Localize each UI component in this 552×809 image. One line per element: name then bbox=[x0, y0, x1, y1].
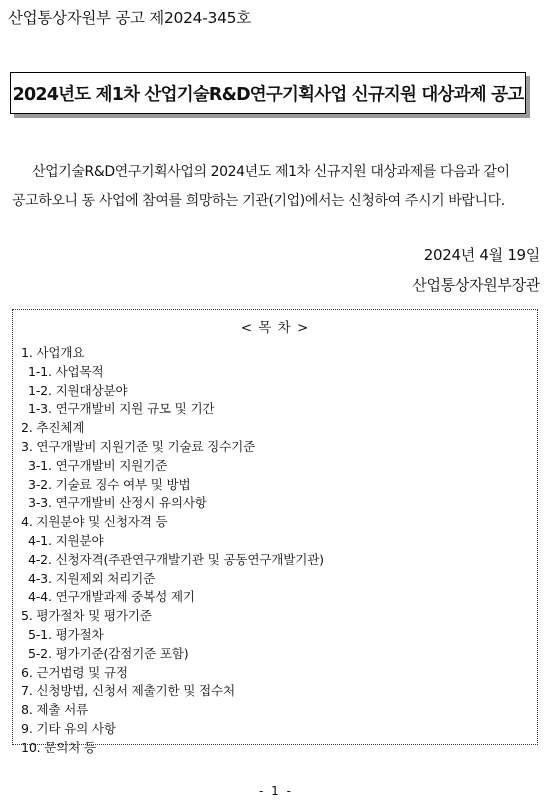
toc-subitem: 5-2. 평가기준(감점기준 포함) bbox=[28, 645, 189, 661]
toc-subitem: 4-3. 지원제외 처리기준 bbox=[28, 570, 156, 586]
toc-item: 7. 신청방법, 신청서 제출기한 및 접수처 bbox=[21, 683, 235, 699]
toc-subitem: 1-1. 사업목적 bbox=[28, 363, 104, 379]
toc-item: 10. 문의처 등 bbox=[21, 739, 96, 755]
toc-item: 2. 추진체계 bbox=[21, 420, 85, 436]
page-number: - 1 - bbox=[259, 784, 293, 798]
toc-subitem: 1-2. 지원대상분야 bbox=[28, 382, 128, 398]
toc-item: 3. 연구개발비 지원기준 및 기술료 징수기준 bbox=[21, 438, 256, 454]
signer: 산업통상자원부장관 bbox=[412, 276, 540, 294]
toc-subitem: 4-2. 신청자격(주관연구개발기관 및 공동연구개발기관) bbox=[28, 551, 324, 567]
toc-subitem: 5-1. 평가절차 bbox=[28, 626, 104, 642]
toc-item: 8. 제출 서류 bbox=[21, 702, 89, 718]
toc-subitem: 3-1. 연구개발비 지원기준 bbox=[28, 457, 168, 473]
notice-number: 산업통상자원부 공고 제2024-345호 bbox=[8, 9, 251, 27]
intro-line-1: 산업기술R&D연구기획사업의 2024년도 제1차 신규지원 대상과제를 다음과 같이 bbox=[32, 164, 510, 180]
toc-item: 6. 근거법령 및 규정 bbox=[21, 664, 128, 680]
document-title: 2024년도 제1차 산업기술R&D연구기획사업 신규지원 대상과제 공고 bbox=[12, 84, 524, 105]
toc-item: 5. 평가절차 및 평가기준 bbox=[21, 608, 152, 624]
toc-subitem: 4-4. 연구개발과제 중복성 제기 bbox=[28, 589, 195, 605]
toc-item: 1. 사업개요 bbox=[21, 345, 85, 360]
intro-line-2: 공고하오니 동 사업에 참여를 희망하는 기관(기업)에서는 신청하여 주시기 바랍니다. bbox=[12, 193, 505, 209]
toc-subitem: 3-3. 연구개발비 산정시 유의사항 bbox=[28, 495, 207, 511]
toc-item: 4. 지원분야 및 신청자격 등 bbox=[21, 514, 168, 530]
toc-list bbox=[21, 344, 324, 758]
title-box bbox=[10, 72, 526, 114]
notice-date: 2024년 4월 19일 bbox=[423, 246, 540, 264]
toc-subitem: 1-3. 연구개발비 지원 규모 및 기간 bbox=[28, 401, 215, 417]
intro-paragraph bbox=[12, 158, 540, 216]
table-of-contents bbox=[12, 309, 538, 755]
toc-title: < 목 차 > bbox=[240, 320, 310, 336]
toc-subitem: 4-1. 지원분야 bbox=[28, 532, 104, 548]
toc-subitem: 3-2. 기술료 징수 여부 및 방법 bbox=[28, 476, 191, 492]
toc-item: 9. 기타 유의 사항 bbox=[21, 720, 116, 736]
